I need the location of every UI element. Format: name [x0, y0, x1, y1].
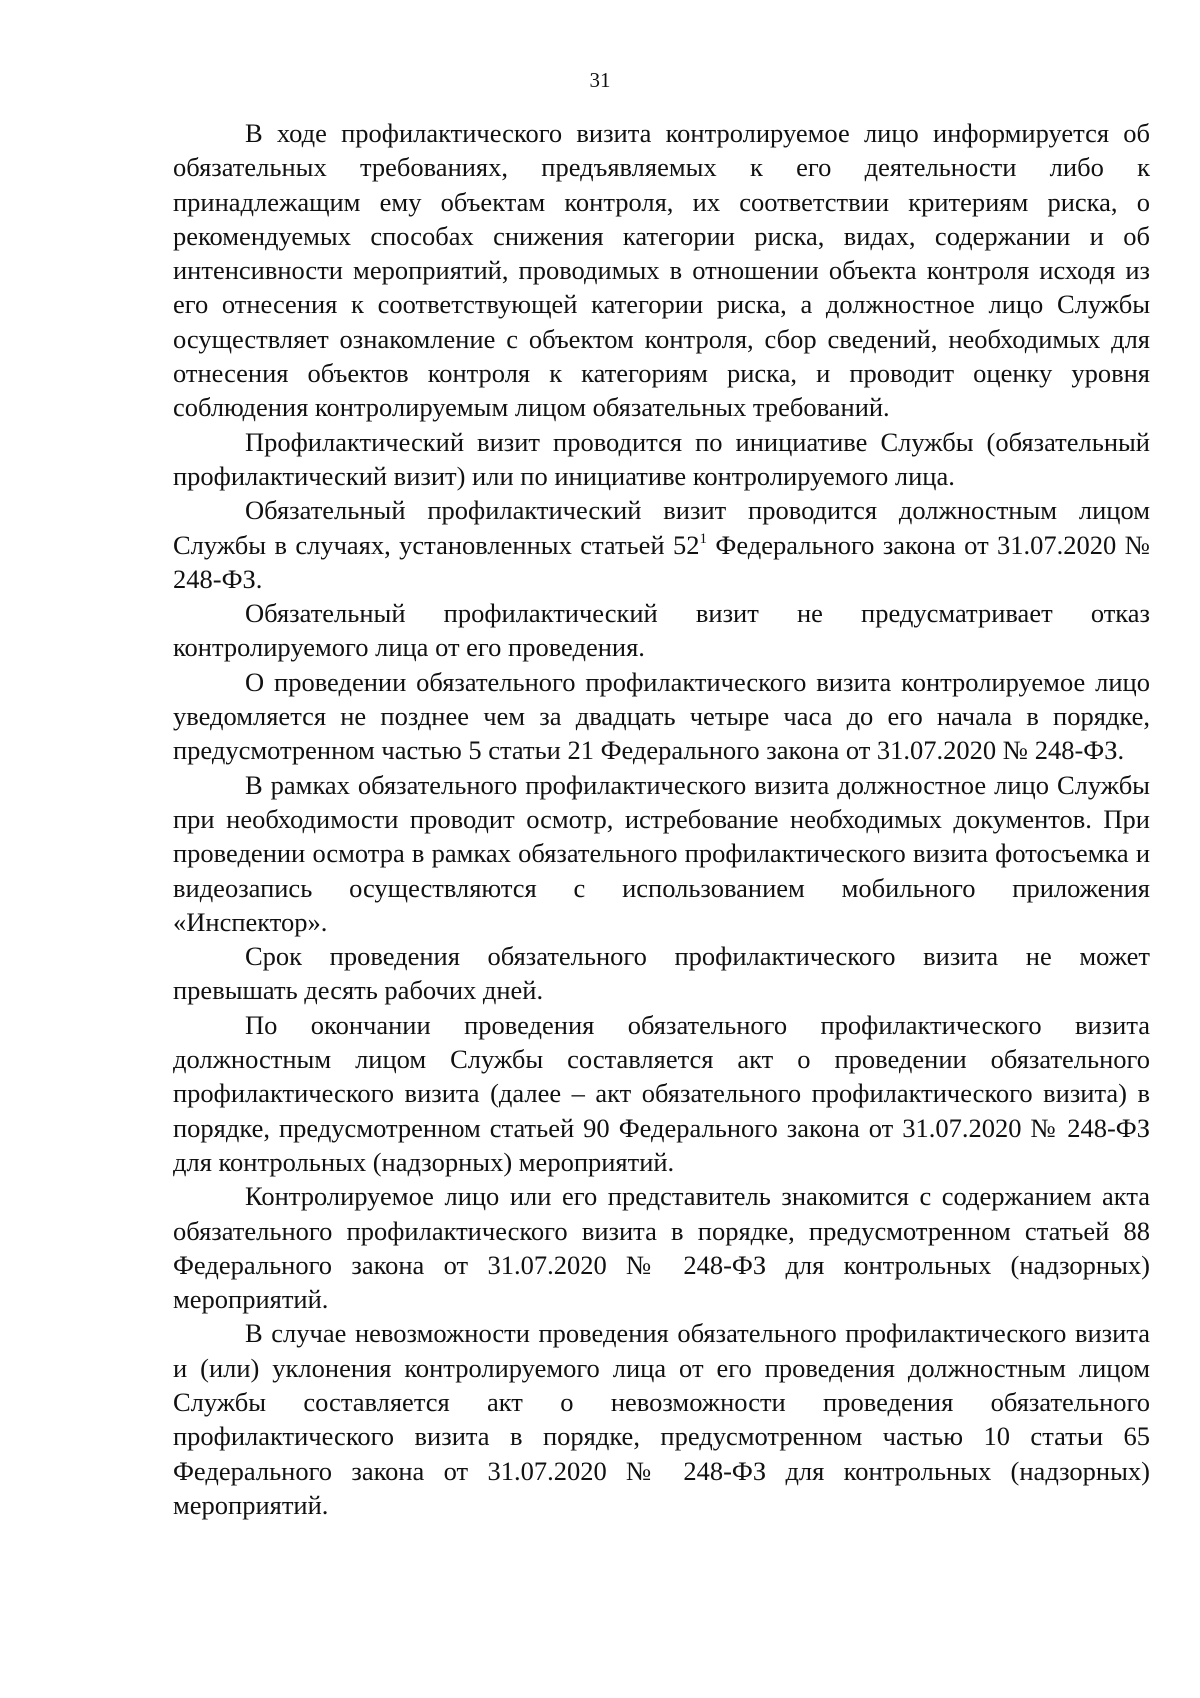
paragraph-impossibility-act: В случае невозможности проведения обязательного профилактического визита и (или) уклонения контролируемого лица от его проведения должностным лицом Службы составляется акт о невозможности проведения обязательного профилактического визита в порядке, предусмотренном частью 10 статьи 65 Федерального закона от 31.07.2020 № 248-ФЗ для контрольных (надзорных) мероприятий.	[173, 1318, 1150, 1520]
paragraph-visit-information: В ходе профилактического визита контролируемое лицо информируется об обязательных требованиях, предъявляемых к его деятельности либо к принадлежащим ему объектам контроля, их соответствии критериям риска, о рекомендуемых способах снижения категории риска, видах, содержании и об интенсивности мероприятий, проводимых в отношении объекта контроля исходя из его отнесения к соответствующей категории риска, а должностное лицо Службы осуществляет ознакомление с объектом контроля, сбор сведений, необходимых для отнесения объектов контроля к категориям риска, и проводит оценку уровня соблюдения контролируемым лицом обязательных требований.	[173, 118, 1150, 423]
paragraph-text-before: Обязательный профилактический визит проводится должностным лицом Службы в случаях, установленных статьей 52	[173, 495, 1150, 560]
paragraph-mandatory-visit-cases	[173, 493, 1150, 596]
page-number: 31	[589, 68, 611, 92]
paragraph-notification: О проведении обязательного профилактического визита контролируемое лицо уведомляется не позднее чем за двадцать четыре часа до его начала в порядке, предусмотренном частью 5 статьи 21 Федерального закона от 31.07.2020 № 248-ФЗ.	[173, 666, 1150, 766]
paragraph-inspection: В рамках обязательного профилактического визита должностное лицо Службы при необходимости проводит осмотр, истребование необходимых документов. При проведении осмотра в рамках обязательного профилактического визита фотосъемка и видеозапись осуществляются с использованием мобильного приложения «Инспектор».	[173, 769, 1150, 937]
paragraph-duration: Срок проведения обязательного профилактического визита не может превышать десять рабочих дней.	[173, 941, 1150, 1006]
paragraph-text-after: Федерального закона от 31.07.2020 № 248-ФЗ.	[173, 529, 1150, 594]
paragraph-act-review: Контролируемое лицо или его представитель знакомится с содержанием акта обязательного профилактического визита в порядке, предусмотренном статьей 88 Федерального закона от 31.07.2020 № 248-ФЗ для контрольных (надзорных) мероприятий.	[173, 1181, 1150, 1315]
paragraph-act-drafting: По окончании проведения обязательного профилактического визита должностным лицом Службы составляется акт о проведении обязательного профилактического визита (далее – акт обязательного профилактического визита) в порядке, предусмотренном статьей 90 Федерального закона от 31.07.2020 № 248-ФЗ для контрольных (надзорных) мероприятий.	[173, 1009, 1150, 1177]
paragraph-no-refusal: Обязательный профилактический визит не предусматривает отказ контролируемого лица от его проведения.	[173, 598, 1150, 663]
article-superscript: 1	[699, 530, 707, 547]
paragraph-visit-initiative: Профилактический визит проводится по инициативе Службы (обязательный профилактический визит) или по инициативе контролируемого лица.	[173, 426, 1150, 491]
document-body	[173, 116, 1150, 1522]
